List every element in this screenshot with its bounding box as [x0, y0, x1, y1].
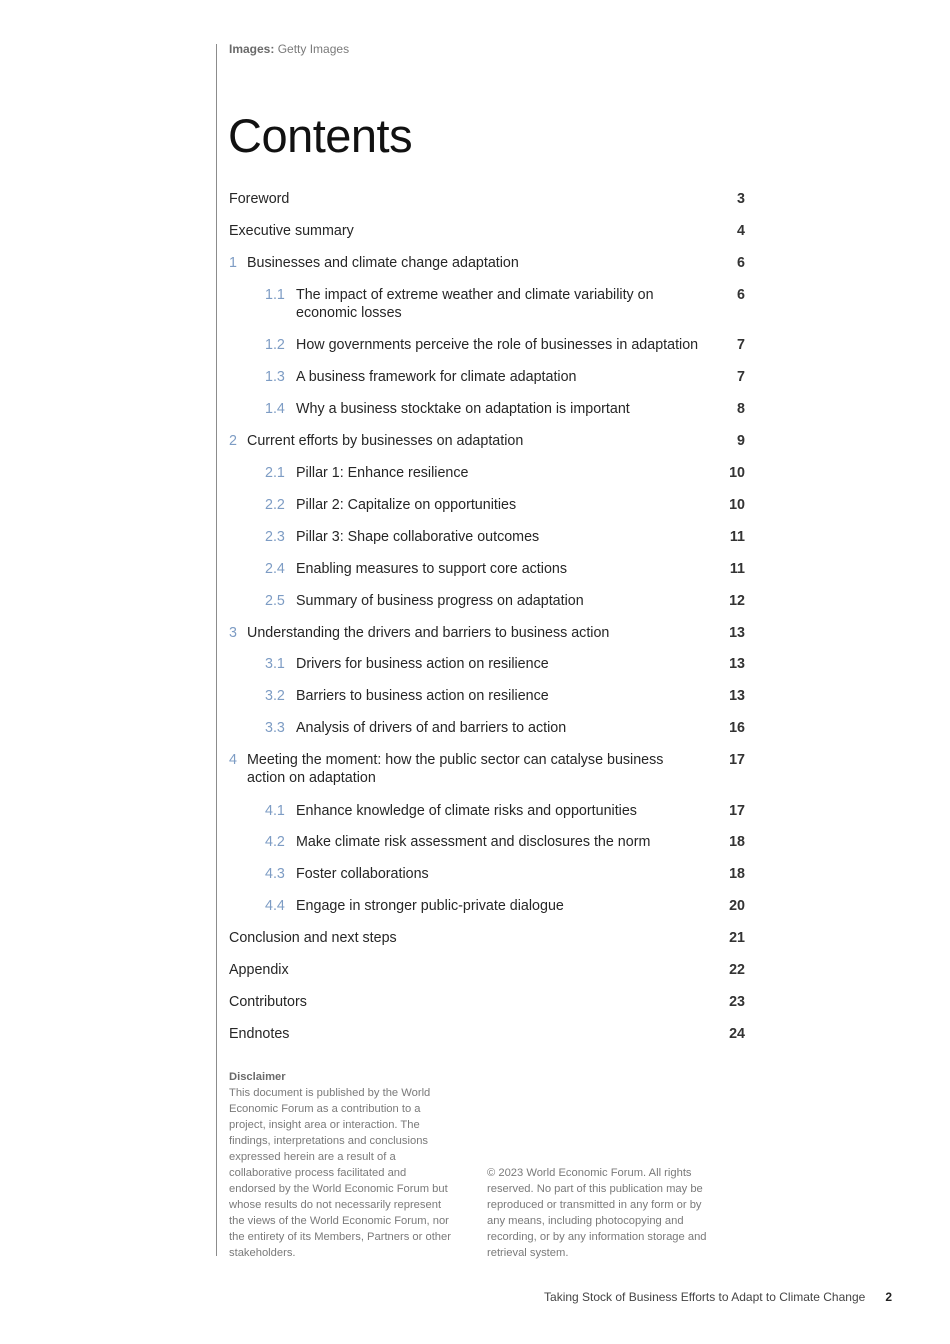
toc-entry-number: 3.3	[265, 720, 285, 736]
toc-entry[interactable]	[229, 190, 745, 208]
toc-entry-text: A business framework for climate adaptation	[296, 369, 577, 385]
toc-entry[interactable]	[229, 865, 745, 883]
toc-entry-text: Pillar 3: Shape collaborative outcomes	[296, 529, 540, 545]
toc-entry-page: 21	[729, 930, 745, 946]
toc-entry-text: Endnotes	[229, 1026, 290, 1042]
toc-entry-title	[229, 993, 745, 1011]
toc-entry-title	[229, 751, 745, 787]
toc-entry-title	[229, 222, 745, 240]
toc-entry-page: 18	[729, 866, 745, 882]
toc-entry-text: Current efforts by businesses on adaptation	[247, 433, 524, 449]
toc-entry-page: 17	[729, 803, 745, 819]
toc-entry-text: Pillar 2: Capitalize on opportunities	[296, 497, 517, 513]
toc-entry-title	[229, 624, 745, 642]
image-credit-text: Getty Images	[277, 42, 350, 56]
toc-entry-number: 4.2	[265, 834, 285, 850]
toc-entry-page: 11	[729, 529, 745, 545]
toc-entry-title	[229, 432, 745, 450]
toc-entry-number: 2.5	[265, 593, 285, 609]
toc-entry[interactable]	[229, 254, 745, 272]
toc-entry[interactable]	[229, 687, 745, 705]
toc-entry-text: Enhance knowledge of climate risks and opportunities	[296, 803, 637, 819]
disclaimer-text: This document is published by the World Economic Forum as a contribution to a project, insight area or interaction. The findings, interpretations and conclusions expressed herein are a result of a collaborative process facilitated and endorsed by the World Economic Forum but whose results do not necessarily represent the views of the World Economic Forum, nor the entirety of its Members, Partners or other stakeholders.	[229, 1087, 451, 1259]
toc-entry[interactable]	[229, 286, 745, 322]
toc-entry-title	[229, 464, 745, 482]
toc-entry-title	[229, 1025, 745, 1043]
toc-entry-page: 3	[737, 191, 745, 207]
toc-entry-page: 18	[729, 834, 745, 850]
footer-title: Taking Stock of Business Efforts to Adapt to Climate Change	[544, 1290, 866, 1304]
toc-entry-text: Why a business stocktake on adaptation is important	[296, 401, 630, 417]
image-credit-label: Images:	[229, 42, 275, 56]
toc-entry-page: 24	[729, 1026, 745, 1042]
toc-entry-text: Appendix	[229, 962, 289, 978]
toc-entry-number: 4.3	[265, 866, 285, 882]
toc-entry[interactable]	[229, 432, 745, 450]
toc-entry[interactable]	[229, 751, 745, 787]
toc-entry-text: Engage in stronger public-private dialogue	[296, 898, 564, 914]
disclaimer	[229, 1069, 454, 1261]
toc-entry-text: Pillar 1: Enhance resilience	[296, 465, 469, 481]
toc-entry[interactable]	[229, 961, 745, 979]
toc-entry-page: 7	[737, 369, 745, 385]
toc-entry[interactable]	[229, 222, 745, 240]
copyright-notice: © 2023 World Economic Forum. All rights reserved. No part of this publication may be reproduced or transmitted in any form or by any means, including photocopying and recording, or by any information storage and retrieval system.	[487, 1167, 707, 1259]
toc-entry-page: 11	[729, 561, 745, 577]
toc-entry-page: 8	[737, 401, 745, 417]
toc-entry[interactable]	[229, 528, 745, 546]
image-credit	[229, 42, 349, 56]
toc-entry[interactable]	[229, 897, 745, 915]
toc-entry-title	[229, 719, 745, 737]
toc-entry-number: 2.2	[265, 497, 285, 513]
toc-entry-page: 17	[729, 752, 745, 768]
toc-entry-title	[229, 833, 745, 851]
toc-entry[interactable]	[229, 368, 745, 386]
toc-entry-text: How governments perceive the role of businesses in adaptation	[296, 337, 699, 353]
toc-entry[interactable]	[229, 624, 745, 642]
toc-entry-number: 4.4	[265, 898, 285, 914]
toc-entry-title	[229, 655, 745, 673]
toc-entry-page: 12	[729, 593, 745, 609]
toc-entry-text: Meeting the moment: how the public sector can catalyse business action on adaptation	[247, 752, 664, 786]
toc-entry-title	[229, 496, 745, 514]
toc-entry-number: 4.1	[265, 803, 285, 819]
disclaimer-heading: Disclaimer	[229, 1071, 286, 1083]
toc-entry-page: 10	[729, 497, 745, 513]
toc-entry-title	[229, 336, 745, 354]
toc-entry-number: 1	[229, 255, 237, 271]
toc-entry-text: Analysis of drivers of and barriers to action	[296, 720, 567, 736]
toc-entry[interactable]	[229, 464, 745, 482]
toc-entry-page: 22	[729, 962, 745, 978]
margin-rule	[216, 44, 217, 1256]
toc-entry-title	[229, 254, 745, 272]
toc-entry-text: The impact of extreme weather and climate variability on economic losses	[296, 287, 654, 321]
toc-entry-title	[229, 802, 745, 820]
toc-entry-title	[229, 961, 745, 979]
page-title: Contents	[228, 109, 413, 162]
toc-entry-title	[229, 190, 745, 208]
toc-entry[interactable]	[229, 336, 745, 354]
toc-entry-text: Foster collaborations	[296, 866, 429, 882]
toc-entry-text: Understanding the drivers and barriers to business action	[247, 625, 610, 641]
toc-entry-title	[229, 929, 745, 947]
toc-entry-number: 2.3	[265, 529, 285, 545]
toc-entry-number: 2	[229, 433, 237, 449]
toc-entry[interactable]	[229, 655, 745, 673]
toc-entry[interactable]	[229, 560, 745, 578]
toc-entry-title	[229, 865, 745, 883]
toc-entry-page: 9	[737, 433, 745, 449]
toc-entry[interactable]	[229, 496, 745, 514]
toc-entry-text: Conclusion and next steps	[229, 930, 397, 946]
toc-entry-number: 3.1	[265, 656, 285, 672]
toc-entry-title	[229, 897, 745, 915]
toc-entry-title	[229, 592, 745, 610]
toc-entry-title	[229, 286, 745, 322]
toc-entry[interactable]	[229, 400, 745, 418]
toc-entry-page: 23	[729, 994, 745, 1010]
toc-entry-title	[229, 528, 745, 546]
footer-page-number: 2	[885, 1290, 892, 1304]
page-footer	[544, 1290, 892, 1304]
toc-entry-page: 13	[729, 688, 745, 704]
toc-entry-number: 1.1	[265, 287, 285, 303]
toc-entry-title	[229, 368, 745, 386]
toc-entry-number: 3.2	[265, 688, 285, 704]
toc-entry-number: 3	[229, 625, 237, 641]
toc-entry-text: Summary of business progress on adaptation	[296, 593, 584, 609]
toc-entry-number: 1.3	[265, 369, 285, 385]
toc-entry[interactable]	[229, 993, 745, 1011]
toc-entry-text: Businesses and climate change adaptation	[247, 255, 519, 271]
toc-entry-text: Contributors	[229, 994, 307, 1010]
toc-entry-title	[229, 560, 745, 578]
toc-entry-text: Executive summary	[229, 223, 354, 239]
toc-entry[interactable]	[229, 833, 745, 851]
toc-entry-page: 13	[729, 625, 745, 641]
toc-entry-number: 1.4	[265, 401, 285, 417]
toc-entry[interactable]	[229, 929, 745, 947]
toc-entry-page: 6	[737, 287, 745, 303]
toc-entry[interactable]	[229, 719, 745, 737]
toc-entry-page: 13	[729, 656, 745, 672]
toc-entry-number: 2.1	[265, 465, 285, 481]
toc-entry-page: 6	[737, 255, 745, 271]
toc-entry-number: 2.4	[265, 561, 285, 577]
toc-entry-number: 1.2	[265, 337, 285, 353]
toc-entry-text: Drivers for business action on resilience	[296, 656, 549, 672]
toc-entry-page: 10	[729, 465, 745, 481]
toc-entry-text: Barriers to business action on resilience	[296, 688, 549, 704]
toc-entry[interactable]	[229, 592, 745, 610]
toc-entry-page: 16	[729, 720, 745, 736]
toc-entry-page: 7	[737, 337, 745, 353]
toc-entry-text: Make climate risk assessment and disclosures the norm	[296, 834, 651, 850]
toc-entry[interactable]	[229, 1025, 745, 1043]
toc-entry-text: Foreword	[229, 191, 290, 207]
toc-entry[interactable]	[229, 802, 745, 820]
toc-entry-page: 20	[729, 898, 745, 914]
toc-entry-title	[229, 400, 745, 418]
toc-entry-title	[229, 687, 745, 705]
toc-entry-text: Enabling measures to support core actions	[296, 561, 567, 577]
toc-entry-page: 4	[737, 223, 745, 239]
toc-entry-number: 4	[229, 752, 237, 768]
